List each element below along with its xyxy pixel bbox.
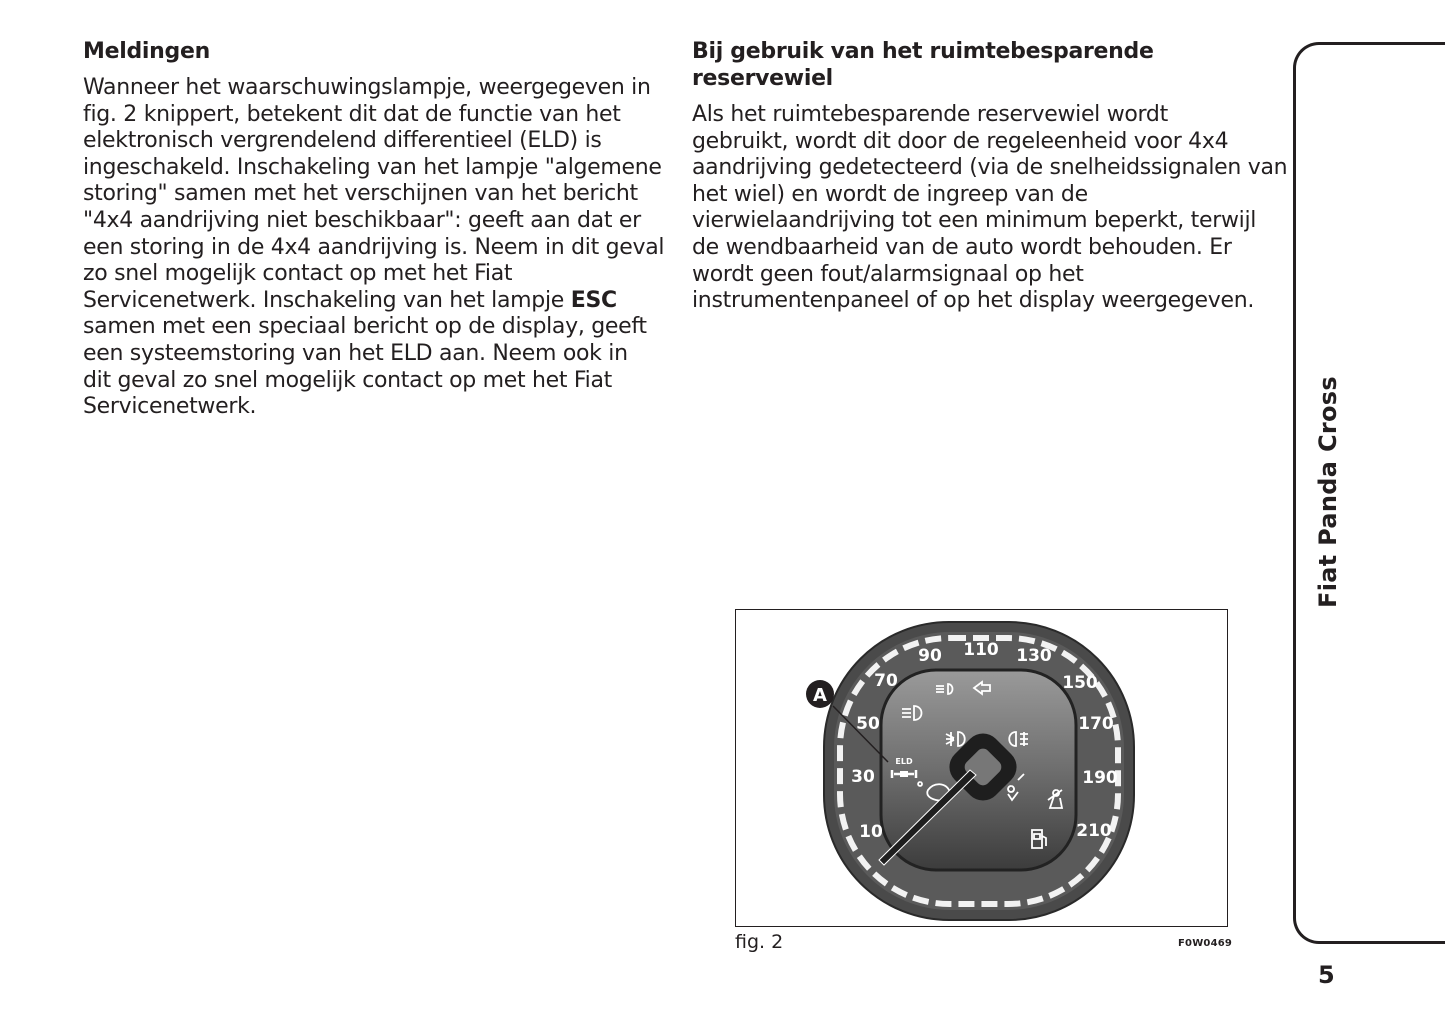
text-line: samen met een speciaal bericht op de display, geeft: [83, 314, 647, 340]
figure-speedometer: [735, 609, 1228, 927]
text-line: dit geval zo snel mogelijk contact op met het Fiat: [83, 367, 613, 393]
text-line: een systeemstoring van het ELD aan. Neem ook in: [83, 340, 628, 366]
text-line: aandrijving gedetecteerd (via de snelheidssignalen van: [692, 155, 1288, 181]
text-line: de wendbaarheid van de auto wordt behouden. Er: [692, 234, 1232, 260]
speedometer-illustration: [736, 610, 1228, 927]
speed-label: 190: [1082, 768, 1118, 788]
text-line: elektronisch vergrendelend differentieel (ELD) is: [83, 128, 602, 154]
text-line: [83, 288, 668, 315]
text-segment: Servicenetwerk. Inschakeling van het lampje: [83, 287, 571, 313]
figure-caption: fig. 2: [735, 931, 784, 953]
text-line: gebruikt, wordt dit door de regeleenheid voor 4x4: [692, 128, 1229, 154]
heading-meldingen: Meldingen: [83, 39, 210, 64]
speed-label: 150: [1062, 673, 1098, 693]
right-column: [692, 38, 1288, 315]
text-line: instrumentenpaneel of op het display weergegeven.: [692, 288, 1255, 314]
text-line: fig. 2 knippert, betekent dit dat de functie van het: [83, 101, 621, 127]
left-column: [83, 38, 668, 421]
chapter-title: Fiat Panda Cross: [1314, 376, 1342, 608]
text-line: ingeschakeld. Inschakeling van het lampje "algemene: [83, 154, 662, 180]
text-line: zo snel mogelijk contact op met het Fiat: [83, 261, 513, 287]
text-line: het wiel) en wordt de ingreep van de: [692, 181, 1088, 207]
text-line: wordt geen fout/alarmsignaal op het: [692, 261, 1084, 287]
text-line: vierwielaandrijving tot een minimum beperkt, terwijl: [692, 208, 1257, 234]
speed-label: 90: [918, 646, 942, 666]
heading-line: reservewiel: [692, 66, 833, 91]
speed-label: 170: [1078, 714, 1114, 734]
heading-reservewiel: [692, 38, 1282, 92]
speed-label: 210: [1076, 821, 1112, 841]
eld-label: ELD: [895, 757, 913, 766]
text-line: storing" samen met het verschijnen van het bericht: [83, 181, 638, 207]
text-line: Wanneer het waarschuwingslampje, weergegeven in: [83, 75, 651, 100]
speed-label: 10: [859, 822, 883, 842]
text-line: "4x4 aandrijving niet beschikbaar": geeft aan dat er: [83, 207, 641, 233]
speed-label: 70: [874, 671, 898, 691]
speed-label: 30: [851, 767, 875, 787]
text-line: een storing in de 4x4 aandrijving is. Neem in dit geval: [83, 234, 665, 260]
speed-label: 130: [1016, 646, 1052, 666]
paragraph-meldingen: [83, 75, 668, 421]
text-line: Servicenetwerk.: [83, 394, 257, 420]
speed-label: 50: [856, 714, 880, 734]
figure-code: F0W0469: [1178, 938, 1233, 949]
callout-label: A: [813, 685, 827, 706]
heading-line: Bij gebruik van het ruimtebesparende: [692, 39, 1154, 64]
speed-label: 110: [963, 640, 999, 660]
paragraph-reservewiel: [692, 102, 1288, 315]
esc-bold-label: ESC: [570, 287, 617, 313]
page-number: 5: [1318, 961, 1335, 989]
text-line: Als het ruimtebesparende reservewiel wordt: [692, 102, 1168, 127]
